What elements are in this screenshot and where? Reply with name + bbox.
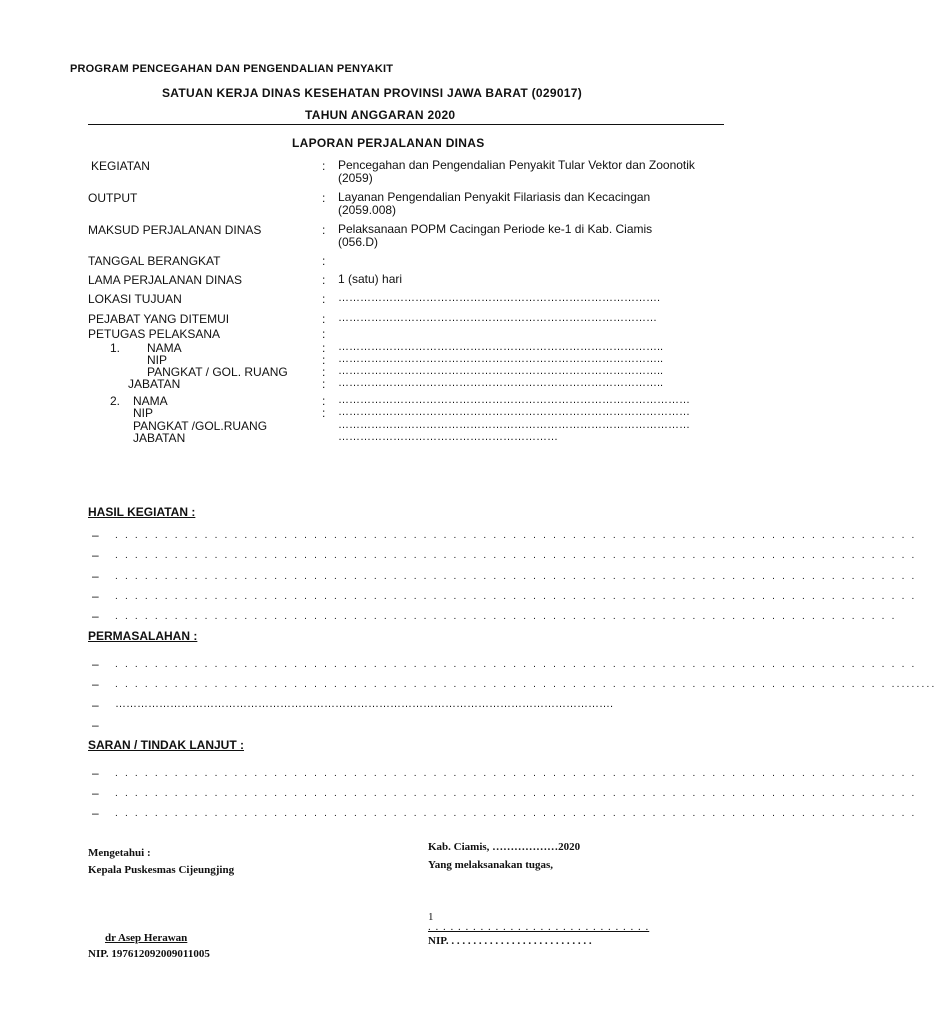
hasil-line-4: . . . . . . . . . . . . . . . . . . . . . . . . . . . . . . . . . . . . . . . . . . . . . . . . . . . . . . . . . . . . . . . . . . . . . . . . . . . . . . . . . (115, 591, 917, 602)
lokasi-colon: : (322, 292, 326, 306)
petugas-1-nama-colon: : (322, 341, 326, 355)
petugas-1-jabatan-label: JABATAN (128, 377, 181, 391)
kepala-name: dr Asep Herawan (105, 932, 188, 944)
kepala-nip: NIP. 197612092009011005 (88, 948, 210, 960)
saran-heading: SARAN / TINDAK LANJUT : (88, 738, 244, 752)
petugas-2-nip-value: …………………………………………………………………………………… (338, 406, 690, 418)
header-divider (88, 124, 724, 125)
petugas-1-nip-colon: : (322, 353, 326, 367)
kegiatan-colon: : (322, 159, 326, 173)
kegiatan-label: KEGIATAN (91, 159, 150, 173)
saran-line-1: . . . . . . . . . . . . . . . . . . . . . . . . . . . . . . . . . . . . . . . . . . . . . . . . . . . . . . . . . . . . . . . . . . . . . . . . . . . . . . . . . (115, 768, 917, 779)
maksud-value: Pelaksanaan POPM Cacingan Periode ke-1 di Kab. Ciamis (056.D) (338, 222, 653, 249)
output-colon: : (322, 191, 326, 205)
tanggal-label: TANGGAL BERANGKAT (88, 254, 221, 268)
petugas-1-pangkat-value: …………………………………………………………………………….. (338, 365, 664, 377)
petugas-2-nip-colon: : (322, 406, 326, 420)
lama-label: LAMA PERJALANAN DINAS (88, 273, 243, 287)
hasil-line-1: . . . . . . . . . . . . . . . . . . . . . . . . . . . . . . . . . . . . . . . . . . . . . . . . . . . . . . . . . . . . . . . . . . . . . . . . . . . . . . . . . (115, 530, 917, 541)
saran-line-3: . . . . . . . . . . . . . . . . . . . . . . . . . . . . . . . . . . . . . . . . . . . . . . . . . . . . . . . . . . . . . . . . . . . . . . . . . . . . . . . . . (115, 808, 917, 819)
pejabat-value: …………………………………………………………………………… (338, 312, 657, 324)
petugas-2-nama-value: …………………………………………………………………………………… (338, 394, 690, 406)
saran-dash-1: – (92, 766, 99, 780)
petugas-2-pangkat-value: …………………………………………………………………………………… (338, 419, 690, 431)
saran-dash-2: – (92, 786, 99, 800)
hasil-line-3: . . . . . . . . . . . . . . . . . . . . . . . . . . . . . . . . . . . . . . . . . . . . . . . . . . . . . . . . . . . . . . . . . . . . . . . . . . . . . . . . . (115, 571, 917, 582)
output-value: Layanan Pengendalian Penyakit Filariasis dan Kecacingan (2059.008) (338, 190, 651, 217)
signature-number: 1 (428, 911, 434, 923)
permasalahan-heading: PERMASALAHAN : (88, 629, 198, 643)
petugas-1-number: 1. (110, 341, 121, 355)
petugas-2-nama-colon: : (322, 394, 326, 408)
tahun-heading: TAHUN ANGGARAN 2020 (305, 108, 456, 122)
hasil-line-5: . . . . . . . . . . . . . . . . . . . . . . . . . . . . . . . . . . . . . . . . . . . . . . . . . . . . . . . . . . . . . . . . . . . . . . . . . . . . . . . (115, 611, 897, 622)
permasalahan-line-1: . . . . . . . . . . . . . . . . . . . . . . . . . . . . . . . . . . . . . . . . . . . . . . . . . . . . . . . . . . . . . . . . . . . . . . . . . . . . . . . . . (115, 659, 917, 670)
petugas-2-nip-label: NIP (133, 406, 154, 420)
petugas-1-jabatan-value: …………………………………………………………………………….. (338, 377, 664, 389)
pelaksana-label: Yang melaksanakan tugas, (428, 859, 554, 871)
petugas-2-nama-label: NAMA (133, 394, 168, 408)
maksud-colon: : (322, 223, 326, 237)
petugas-1-nip-label: NIP (147, 353, 168, 367)
saran-dash-3: – (92, 806, 99, 820)
place-date: Kab. Ciamis, ………………2020 (428, 841, 581, 853)
kepala-puskesmas-label: Kepala Puskesmas Cijeungjing (88, 864, 235, 876)
maksud-label: MAKSUD PERJALANAN DINAS (88, 223, 262, 237)
petugas-1-nama-value: …………………………………………………………………………….. (338, 341, 664, 353)
hasil-line-2: . . . . . . . . . . . . . . . . . . . . . . . . . . . . . . . . . . . . . . . . . . . . . . . . . . . . . . . . . . . . . . . . . . . . . . . . . . . . . . . . . (115, 550, 917, 561)
permasalahan-dash-2: – (92, 677, 99, 691)
petugas-1-pangkat-label: PANGKAT / GOL. RUANG (147, 365, 288, 379)
kegiatan-value: Pencegahan dan Pengendalian Penyakit Tular Vektor dan Zoonotik (2059) (338, 158, 695, 185)
signature-line: . . . . . . . . . . . . . . . . . . . . . . . . . . . . . . (428, 921, 650, 933)
petugas-colon: : (322, 327, 326, 341)
pejabat-colon: : (322, 312, 326, 326)
satker-heading: SATUAN KERJA DINAS KESEHATAN PROVINSI JAWA BARAT (029017) (162, 86, 583, 100)
tanggal-colon: : (322, 254, 326, 268)
hasil-dash-4: – (92, 589, 99, 603)
petugas-1-pangkat-colon: : (322, 365, 326, 379)
mengetahui-label: Mengetahui : (88, 847, 151, 859)
hasil-dash-1: – (92, 528, 99, 542)
program-heading: PROGRAM PENCEGAHAN DAN PENGENDALIAN PENYAKIT (70, 63, 394, 75)
hasil-dash-5: – (92, 609, 99, 623)
permasalahan-dash-4: – (92, 718, 99, 732)
petugas-label: PETUGAS PELAKSANA (88, 327, 221, 341)
lama-value: 1 (satu) hari (338, 272, 403, 286)
petugas-2-jabatan-label: JABATAN (133, 431, 186, 445)
lokasi-value: ……………………………………………………………………………. (338, 292, 661, 304)
pelaksana-nip: NIP. . . . . . . . . . . . . . . . . . . . . . . . . . . (428, 935, 592, 947)
petugas-2-jabatan-value: …………………………………………………… (338, 431, 558, 443)
hasil-kegiatan-heading: HASIL KEGIATAN : (88, 505, 196, 519)
petugas-1-nama-label: NAMA (147, 341, 182, 355)
pejabat-label: PEJABAT YANG DITEMUI (88, 312, 230, 326)
permasalahan-line-3: ………………………………………………………………………………………………………………………. (115, 698, 614, 710)
petugas-2-pangkat-label: PANGKAT /GOL.RUANG (133, 419, 268, 433)
petugas-1-jabatan-colon: : (322, 377, 326, 391)
permasalahan-dash-1: – (92, 657, 99, 671)
hasil-dash-2: – (92, 548, 99, 562)
saran-line-2: . . . . . . . . . . . . . . . . . . . . . . . . . . . . . . . . . . . . . . . . . . . . . . . . . . . . . . . . . . . . . . . . . . . . . . . . . . . . . . . . . (115, 788, 917, 799)
lokasi-label: LOKASI TUJUAN (88, 292, 182, 306)
permasalahan-line-2: . . . . . . . . . . . . . . . . . . . . . . . . . . . . . . . . . . . . . . . . . . . . . . . . . . . . . . . . . . . . . . . . . . . . . . . . . . . . . . ......... (115, 679, 936, 690)
page-title: LAPORAN PERJALANAN DINAS (292, 136, 485, 150)
petugas-1-nip-value: …………………………………………………………………………….. (338, 353, 664, 365)
output-label: OUTPUT (88, 191, 138, 205)
hasil-dash-3: – (92, 569, 99, 583)
permasalahan-dash-3: – (92, 698, 99, 712)
lama-colon: : (322, 273, 326, 287)
petugas-2-number: 2. (110, 394, 121, 408)
